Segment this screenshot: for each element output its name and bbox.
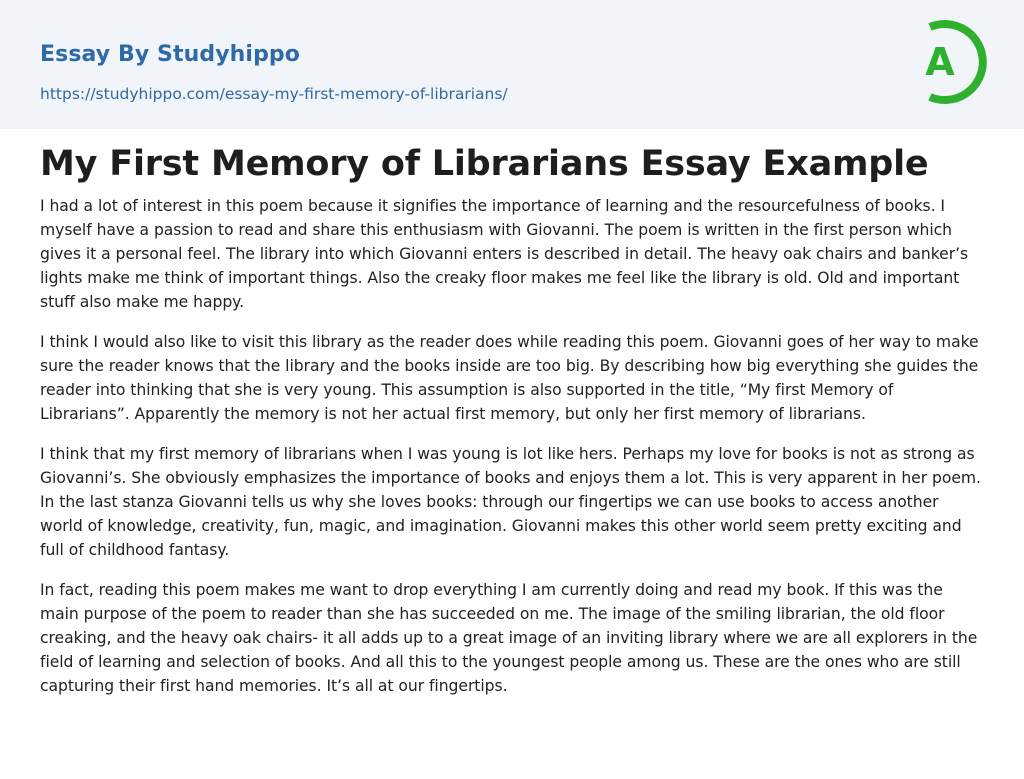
essay-url-link[interactable]: https://studyhippo.com/essay-my-first-memory-of-librarians/	[40, 85, 508, 103]
essay-paragraph: I think I would also like to visit this library as the reader does while reading this poem. Giovanni goes of her way to make sure the reader knows that the library and the books inside are too big. By describing how big everything she guides the reader into thinking that she is very young. This assumption is also supported in the title, “My first Memory of Librarians”. Apparently the memory is not her actual first memory, but only her first memory of librarians.	[40, 333, 979, 423]
page-header	[0, 0, 1024, 129]
site-brand[interactable]: Essay By Studyhippo	[40, 42, 300, 67]
page-title: My First Memory of Librarians Essay Example	[40, 144, 929, 184]
essay-paragraph: I had a lot of interest in this poem because it signifies the importance of learning and the resourcefulness of books. I myself have a passion to read and share this enthusiasm with Giovanni. The poem is written in the first person which gives it a personal feel. The library into which Giovanni enters is described in detail. The heavy oak chairs and banker’s lights make me think of important things. Also the creaky floor makes me feel like the library is old. Old and important stuff also make me happy.	[40, 197, 969, 311]
essay-paragraph: I think that my first memory of librarians when I was young is lot like hers. Perhaps my love for books is not as strong as Giovanni’s. She obviously emphasizes the importance of books and enjoys them a lot. This is very apparent in her poem. In the last stanza Giovanni tells us why she loves books: through our fingertips we can use books to access another world of knowledge, creativity, fun, magic, and imagination. Giovanni makes this other world seem pretty exciting and full of childhood fantasy.	[40, 445, 981, 559]
studyhippo-logo-icon[interactable]	[908, 18, 988, 106]
essay-body	[40, 194, 986, 714]
logo-letter: A	[925, 40, 955, 84]
essay-paragraph: In fact, reading this poem makes me want to drop everything I am currently doing and read my book. If this was the main purpose of the poem to reader than she has succeeded on me. The image of the smiling librarian, the old floor creaking, and the heavy oak chairs- it all adds up to a great image of an inviting library where we are all explorers in the field of learning and selection of books. And all this to the youngest people among us. These are the ones who are still capturing their first hand memories. It’s all at our fingertips.	[40, 581, 978, 695]
